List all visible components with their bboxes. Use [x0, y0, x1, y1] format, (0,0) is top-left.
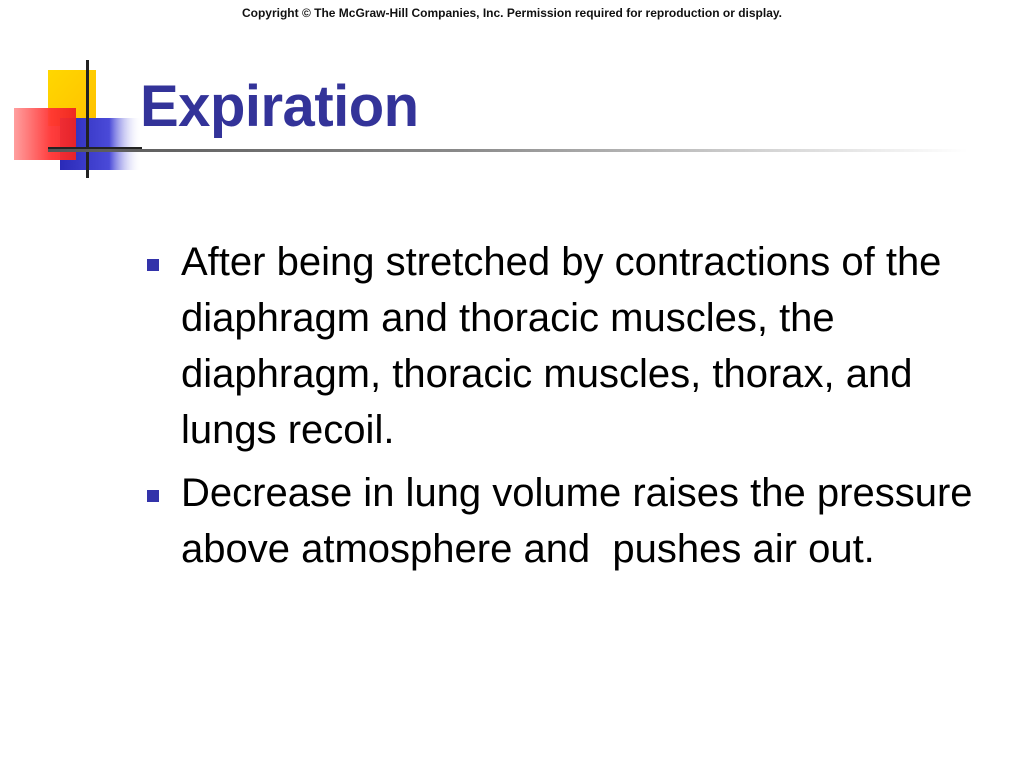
square-bullet-icon — [147, 259, 159, 271]
bullet-item — [144, 234, 1014, 458]
square-bullet-icon — [147, 490, 159, 502]
slide-title: Expiration — [140, 74, 419, 139]
title-divider — [48, 149, 968, 152]
bullet-text: Decrease in lung volume raises the pressure above atmosphere and pushes air out. — [181, 471, 984, 571]
bullet-list — [144, 234, 1014, 584]
bullet-item — [144, 465, 1014, 577]
bullet-text: After being stretched by contractions of the diaphragm and thoracic muscles, the diaphragm, thoracic muscles, thorax, and lungs recoil. — [181, 240, 953, 452]
slide-logo-graphic — [12, 60, 142, 180]
copyright-notice: Copyright © The McGraw-Hill Companies, Inc. Permission required for reproduction or display. — [241, 6, 783, 20]
